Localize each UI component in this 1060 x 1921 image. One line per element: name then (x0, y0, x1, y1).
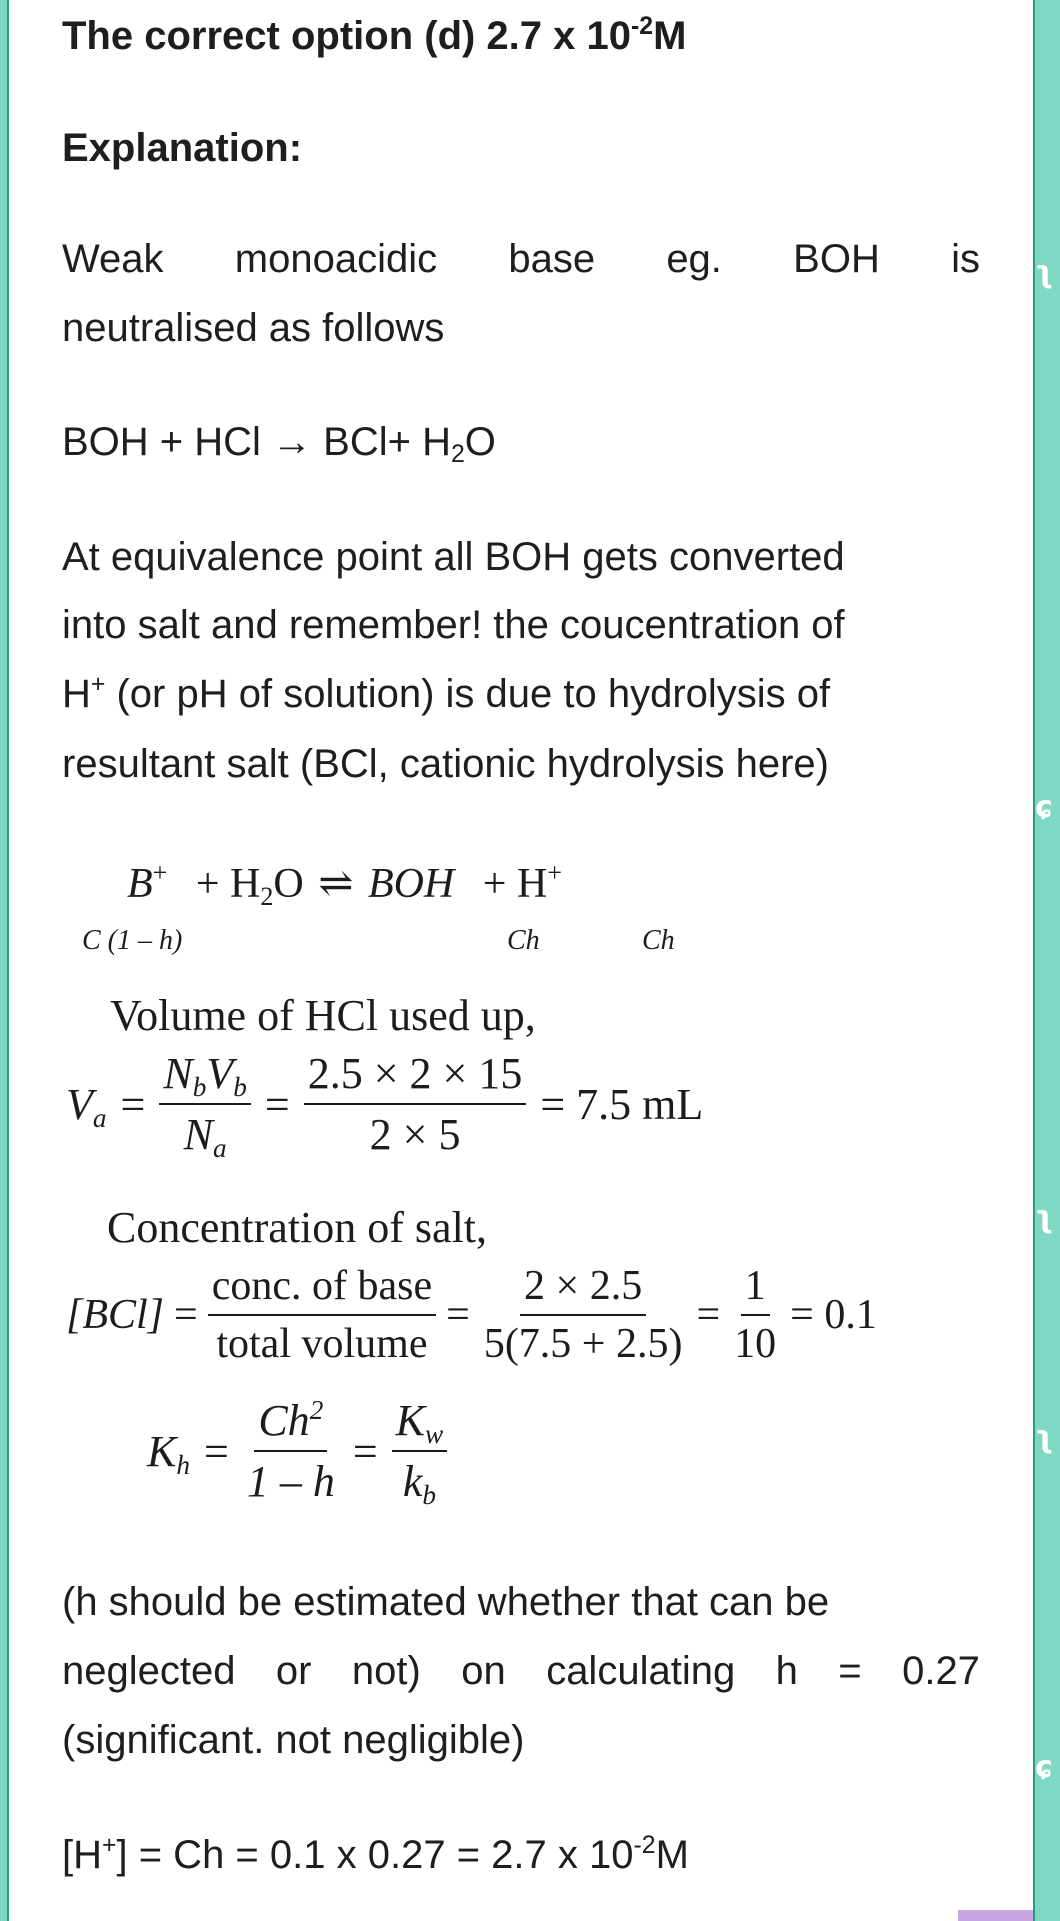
left-border (0, 0, 9, 1921)
paragraph-line-2: into salt and remember! the coucentration of (62, 603, 845, 647)
ribbon-curl-icon: ʅ (1035, 1200, 1054, 1235)
ribbon-curl-icon: ɕ (1035, 790, 1053, 825)
paragraph-line-4: resultant salt (BCl, cationic hydrolysis here) (62, 742, 829, 786)
fraction-ch2-over-1-h: $\frac{Ch^2}{1 - h}$ (246, 1394, 335, 1506)
paragraph-line-1: At equivalence point all BOH gets converted (62, 535, 845, 579)
paragraph-line-3: H+ (or pH of solution) is due to hydrolysis of (62, 671, 831, 716)
volume-equation: $V_a$ = $\frac{N_bV_b}{N_a}$ = $\frac{2.5 \times 2 \times 15}{2 \times 5}$ = 7.5 mL (66, 1049, 704, 1164)
fraction-base-over-volume: $\frac{\text{conc. of base}}{\text{total volume}}$ (208, 1262, 436, 1368)
ribbon-curl-icon: ʅ (1035, 1420, 1054, 1455)
reaction-equation: BOH + HCl → $BCl+ H_2O$ (62, 420, 496, 469)
intro-line-1: Weak monoacidic base eg. BOH is (62, 237, 980, 281)
kh-equation: $K_h$ = $\frac{Ch^2}{1 - h}$ = $\frac{K_w}{k_b}$ (147, 1395, 447, 1507)
hydrolysis-equation: $B^+ + H_2O$ ⇌ BOH + H+ (127, 858, 562, 911)
fraction-volume-values: $\frac{2.5 \times 2 \times 15}{2 \times 5}$ (304, 1048, 527, 1160)
note-line-2: neglected or not) on calculating h = 0.27 (62, 1649, 980, 1693)
concentration-equation: [BCl] = $\frac{\text{conc. of base}}{\text{total volume}}$ = $\frac{2 \times 2.5}{5(7.5 + 2.5)}$ = $\frac{1}{10}$ = 0.1 (66, 1263, 877, 1367)
ribbon-curl-icon: ɕ (1035, 1750, 1053, 1785)
final-answer-line: [H+] = Ch = 0.1 x 0.27 = 2.7 x $10^{-2}M$ (62, 1832, 689, 1877)
volume-label: Volume of HCl used up, (110, 991, 536, 1040)
equilibrium-arrow-icon: ⇌ (318, 861, 354, 907)
concentration-label: Concentration of salt, (107, 1203, 488, 1252)
explanation-heading: Explanation: (62, 126, 303, 170)
conc-b: C (1 – h) (82, 925, 183, 956)
conc-h: Ch (642, 925, 675, 956)
right-border (1033, 0, 1060, 1921)
conc-boh: Ch (507, 925, 540, 956)
answer-line: The correct option (d) 2.7 x $10^{-2}M$ (62, 13, 687, 58)
corner-tab (958, 1910, 1033, 1921)
intro-line-2: neutralised as follows (62, 306, 445, 350)
fraction-concentration-values: $\frac{2 \times 2.5}{5(7.5 + 2.5)}$ (483, 1263, 683, 1367)
fraction-one-tenth: $\frac{1}{10}$ (734, 1263, 777, 1367)
fraction-nb-vb-over-na: $\frac{N_bV_b}{N_a}$ (159, 1048, 251, 1160)
note-line-3: (significant. not negligible) (62, 1718, 525, 1762)
note-line-1: (h should be estimated whether that can be (62, 1580, 830, 1624)
fraction-kw-over-kb: $\frac{K_w}{k_b}$ (392, 1395, 448, 1507)
ribbon-curl-icon: ʅ (1035, 255, 1054, 290)
